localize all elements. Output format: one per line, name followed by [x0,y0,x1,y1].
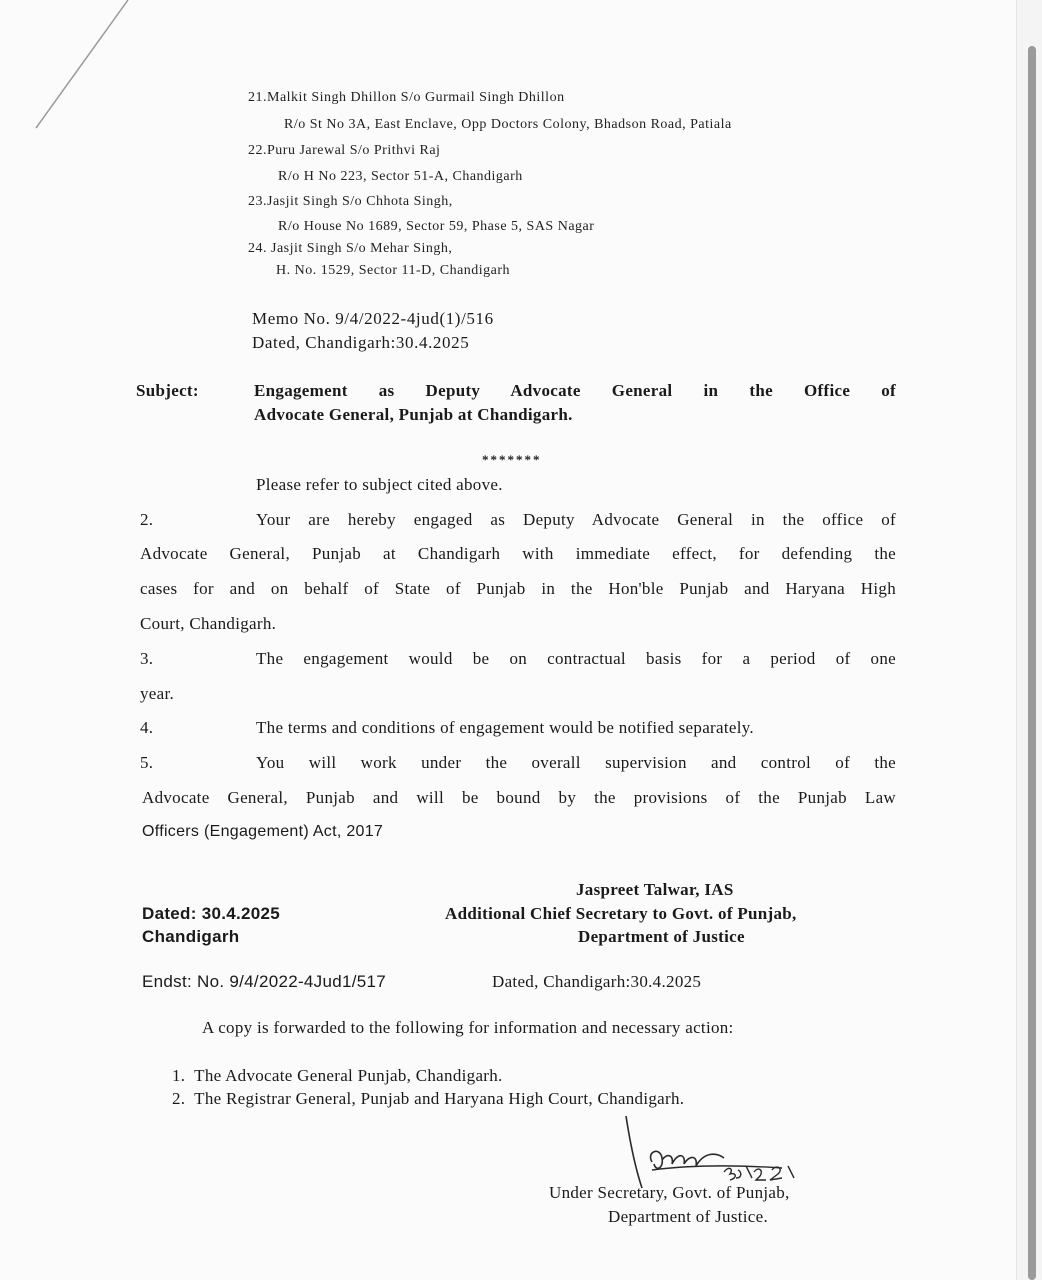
para-2-line-3: cases for and on behalf of State of Punjab in the Hon'ble Punjab and Haryana High [140,579,896,598]
para-3-number: 3. [140,649,154,668]
memo-dated: Dated, Chandigarh:30.4.2025 [252,333,470,352]
addressee-21-address: R/o St No 3A, East Enclave, Opp Doctors Colony, Bhadson Road, Patiala [284,117,732,132]
para-5-number: 5. [140,753,154,772]
copy-recipient-2: 2. The Registrar General, Punjab and Haryana High Court, Chandigarh. [172,1089,685,1108]
page-fold-line [0,0,140,140]
separator-stars: ******* [482,452,542,467]
handwritten-signature [612,1112,812,1192]
para-3-line-1: The engagement would be on contractual basis for a period of one [256,649,896,668]
memo-number: Memo No. 9/4/2022-4jud(1)/516 [252,309,494,328]
addressee-24-address: H. No. 1529, Sector 11-D, Chandigarh [276,263,511,278]
body-intro: Please refer to subject cited above. [256,475,503,494]
under-secretary-title: Under Secretary, Govt. of Punjab, [549,1183,790,1202]
addressee-23-address: R/o House No 1689, Sector 59, Phase 5, SAS Nagar [278,219,595,234]
endorsement-dated: Dated, Chandigarh:30.4.2025 [492,972,702,991]
copy-recipient-1: 1. The Advocate General Punjab, Chandigarh. [172,1066,503,1085]
signatory-place: Chandigarh [142,927,240,946]
addressee-22-address: R/o H No 223, Sector 51-A, Chandigarh [278,169,523,184]
endorsement-number: Endst: No. 9/4/2022-4Jud1/517 [142,972,387,991]
para-2-line-2: Advocate General, Punjab at Chandigarh with immediate effect, for defending the [140,544,896,563]
para-3-line-2: year. [140,684,175,703]
signatory-title: Additional Chief Secretary to Govt. of Punjab, [445,904,797,923]
para-2-number: 2. [140,510,154,529]
forward-note: A copy is forwarded to the following for information and necessary action: [202,1018,734,1037]
addressee-23-name: 23.Jasjit Singh S/o Chhota Singh, [248,194,453,209]
para-5-line-3: Officers (Engagement) Act, 2017 [142,823,384,840]
para-5-line-2: Advocate General, Punjab and will be bound by the provisions of the Punjab Law [142,788,896,807]
signatory-dated: Dated: 30.4.2025 [142,904,281,923]
scrollbar-thumb[interactable] [1028,46,1036,1280]
addressee-24-name: 24. Jasjit Singh S/o Mehar Singh, [248,241,453,256]
signatory-department: Department of Justice [578,927,745,946]
subject-line-2: Advocate General, Punjab at Chandigarh. [254,405,573,424]
signatory-name: Jaspreet Talwar, IAS [576,880,734,899]
addressee-22-name: 22.Puru Jarewal S/o Prithvi Raj [248,143,441,158]
para-5-line-1: You will work under the overall supervision and control of the [256,753,896,772]
subject-line-1: Engagement as Deputy Advocate General in the Office of [254,381,896,400]
para-2-line-1: Your are hereby engaged as Deputy Advocate General in the office of [256,510,896,529]
addressee-21-name: 21.Malkit Singh Dhillon S/o Gurmail Singh Dhillon [248,90,565,105]
para-2-line-4: Court, Chandigarh. [140,614,277,633]
para-4-number: 4. [140,718,154,737]
subject-label: Subject: [136,381,199,400]
para-4-line-1: The terms and conditions of engagement would be notified separately. [256,718,754,737]
under-secretary-department: Department of Justice. [608,1207,769,1226]
